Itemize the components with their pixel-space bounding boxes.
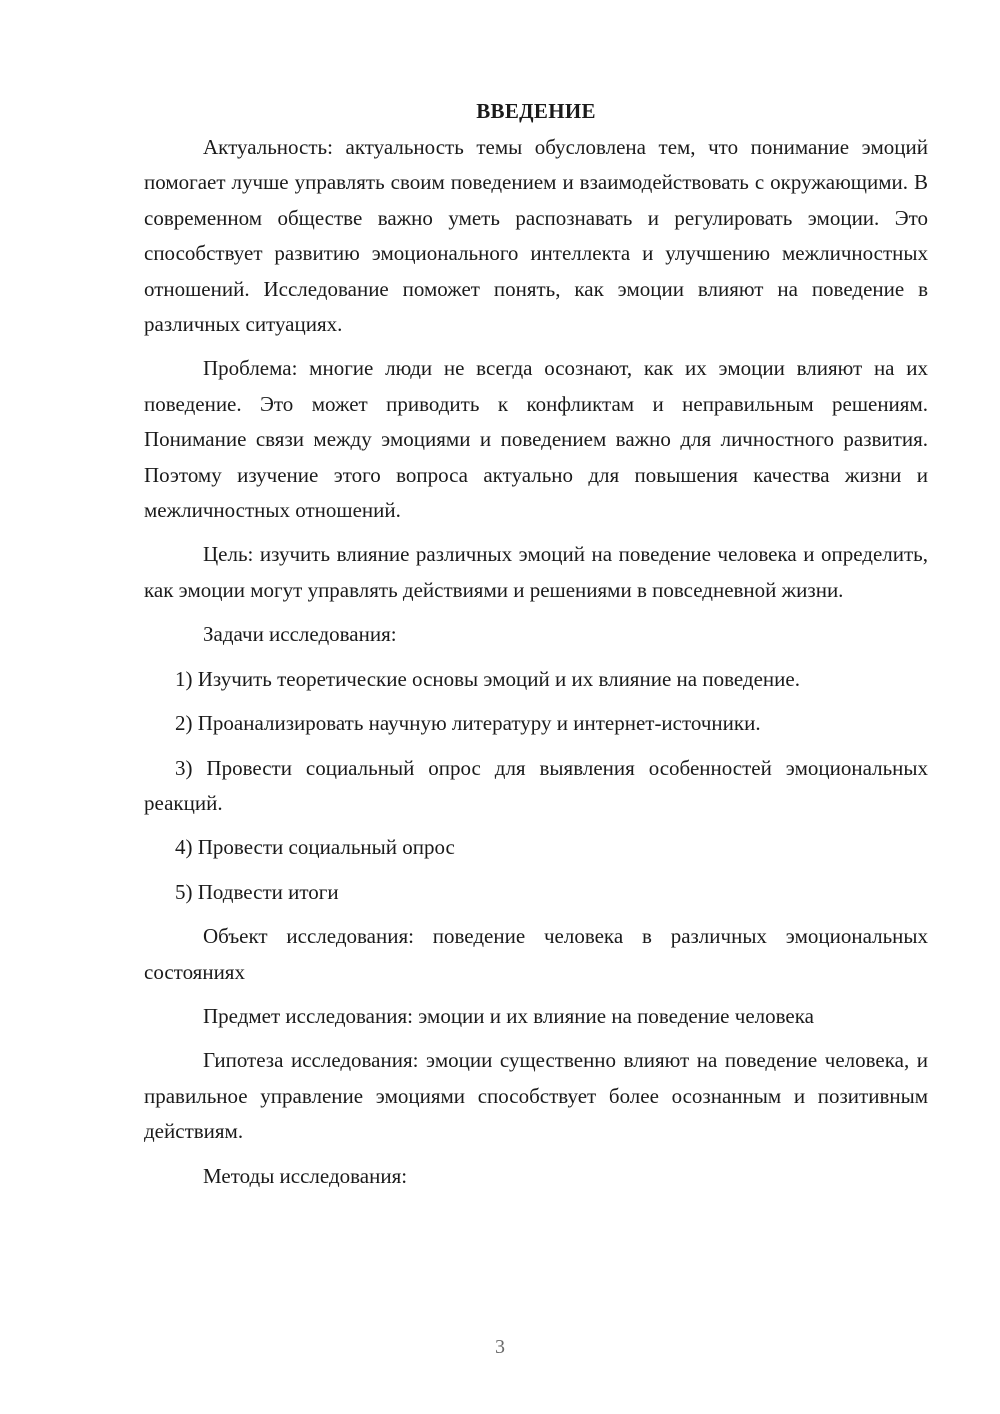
page-number: 3: [495, 1336, 505, 1358]
task-item-5: 5) Подвести итоги: [175, 879, 339, 904]
tasks-heading: Задачи исследования:: [203, 622, 397, 647]
task-item-4: 4) Провести социальный опрос: [175, 835, 455, 860]
task-item-3: 3) Провести социальный опрос для выявления особенностей эмоциональных реакций.: [144, 755, 928, 815]
relevance-paragraph: Актуальность: актуальность темы обусловлена тем, что понимание эмоций помогает лучше управлять своим поведением и взаимодействовать с окружающими. В современном обществе важно уметь распознавать и регулировать эмоции. Это способствует развитию эмоционального интеллекта и улучшению межличностных отношений. Исследование поможет понять, как эмоции влияют на поведение в различных ситуациях.: [144, 135, 928, 337]
hypothesis-paragraph: Гипотеза исследования: эмоции существенно влияют на поведение человека, и правильное управление эмоциями способствует более осознанным и позитивным действиям.: [144, 1048, 928, 1144]
object-paragraph: Объект исследования: поведение человека в различных эмоциональных состояниях: [144, 924, 928, 984]
subject-paragraph: Предмет исследования: эмоции и их влияние на поведение человека: [203, 1003, 814, 1028]
task-item-1: 1) Изучить теоретические основы эмоций и их влияние на поведение.: [175, 666, 800, 691]
goal-paragraph: Цель: изучить влияние различных эмоций на поведение человека и определить, как эмоции могут управлять действиями и решениями в повседневной жизни.: [144, 542, 928, 602]
task-item-2: 2) Проанализировать научную литературу и интернет-источники.: [175, 711, 761, 736]
page-content: [144, 96, 928, 1203]
methods-heading: Методы исследования:: [203, 1163, 408, 1188]
problem-paragraph: Проблема: многие люди не всегда осознают, как их эмоции влияют на их поведение. Это может приводить к конфликтам и неправильным решениям. Понимание связи между эмоциями и поведением важно для личностного развития. Поэтому изучение этого вопроса актуально для повышения качества жизни и межличностных отношений.: [144, 356, 928, 523]
section-title: ВВЕДЕНИЕ: [476, 99, 596, 123]
